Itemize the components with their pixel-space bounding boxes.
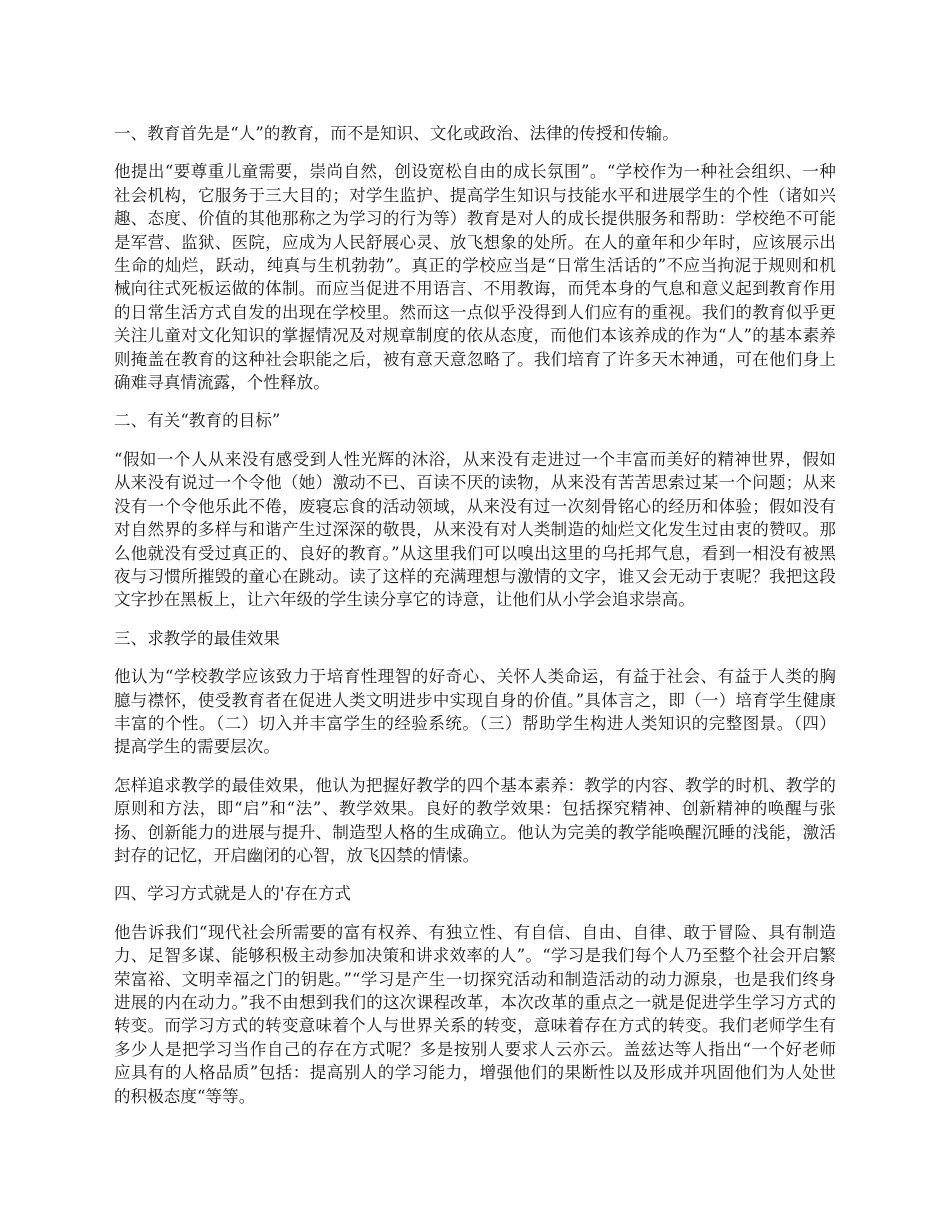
section-heading-2: 二、有关“教育的目标” [114, 411, 281, 431]
paragraph-3a: 他认为“学校教学应该致力于培育性理智的好奇心、关怀人类命运，有益于社会、有益于人类的胸臆与襟怀，使受教育者在促进人类文明进步中实现自身的价值。”具体言之，即（一）培育学生健康丰富的个性。（二）切入并丰富学生的经验系统。（三）帮助学生构进人类知识的完整图景。（四）提高学生的需要层次。 [114, 667, 836, 757]
paragraph-1: 他提出“要尊重儿童需要，崇尚自然，创设宽松自由的成长氛围”。“学校作为一种社会组织、一种社会机构，它服务于三大目的；对学生监护、提高学生知识与技能水平和进展学生的个性（诸如兴趣、态度、价值的其他那称之为学习的行为等）教育是对人的成长提供服务和帮助：学校绝不可能是军营、监狱、医院，应成为人民舒展心灵、放飞想象的处所。在人的童年和少年时，应该展示出生命的灿烂，跃动，纯真与生机勃勃”。真正的学校应当是“日常生活话的”不应当拘泥于规则和机械向往式死板运做的体制。而应当促进不用语言、不用教诲，而凭本身的气息和意义起到教育作用的日常生活方式自发的出现在学校里。然而这一点似乎没得到人们应有的重视。我们的教育似乎更关注儿童对文化知识的掌握情况及对规章制度的依从态度，而他们本该养成的作为“人”的基本素养则掩盖在教育的这种社会职能之后，被有意天意忽略了。我们培育了许多天木神通，可在他们身上确难寻真情流露，个性释放。 [114, 162, 836, 393]
section-heading-3: 三、求教学的最佳效果 [114, 628, 280, 648]
paragraph-2: “假如一个人从来没有感受到人性光辉的沐浴，从来没有走进过一个丰富而美好的精神世界，假如从来没有说过一个令他（她）激动不已、百读不厌的读物，从来没有苦苦思索过某一个问题；从来没有一个令他乐此不倦，废寝忘食的活动领域，从来没有过一次刻骨铭心的经历和体验；假如没有对自然界的多样与和谐产生过深深的敬畏，从来没有对人类制造的灿烂文化发生过由衷的赞叹。那么他就没有受过真正的、良好的教育。”从这里我们可以嗅出这里的乌托邦气息，看到一相没有被黑夜与习惯所摧毁的童心在跳动。读了这样的充满理想与激情的文字，谁又会无动于衷呢？我把这段文字抄在黑板上，让六年级的学生读分享它的诗意，让他们从小学会追求崇高。 [114, 449, 836, 610]
section-heading-4: 四、学习方式就是人的'存在方式 [114, 884, 352, 904]
document-body [114, 122, 836, 1123]
section-heading-1: 一、教育首先是“人”的教育，而不是知识、文化或政治、法律的传授和传输。 [114, 124, 679, 143]
paragraph-3b: 怎样追求教学的最佳效果，他认为把握好教学的四个基本素养：教学的内容、教学的时机、教学的原则和方法，即“启”和“法”、教学效果。良好的教学效果：包括探究精神、创新精神的唤醒与张扬、创新能力的进展与提升、制造型人格的生成确立。他认为完美的教学能唤醒沉睡的浅能，激活封存的记忆，开启幽闭的心智，放飞囚禁的情愫。 [114, 775, 836, 865]
paragraph-4: 他告诉我们“现代社会所需要的富有权养、有独立性、有自信、自由、自律、敢于冒险、具有制造力、足智多谋、能够积极主动参加决策和讲求效率的人”。“学习是我们每个人乃至整个社会开启繁荣富裕、文明幸福之门的钥匙。”“学习是产生一切探究活动和制造活动的动力源泉，也是我们终身进展的内在动力。”我不由想到我们的这次课程改革，本次改革的重点之一就是促进学生学习方式的转变。而学习方式的转变意味着个人与世界关系的转变，意味着存在方式的转变。我们老师学生有多少人是把学习当作自己的存在方式呢？多是按别人要求人云亦云。盖兹达等人指出“一个好老师应具有的人格品质”包括：提高别人的学习能力，增强他们的果断性以及形成并巩固他们为人处世的积极态度“等等。 [114, 922, 836, 1106]
